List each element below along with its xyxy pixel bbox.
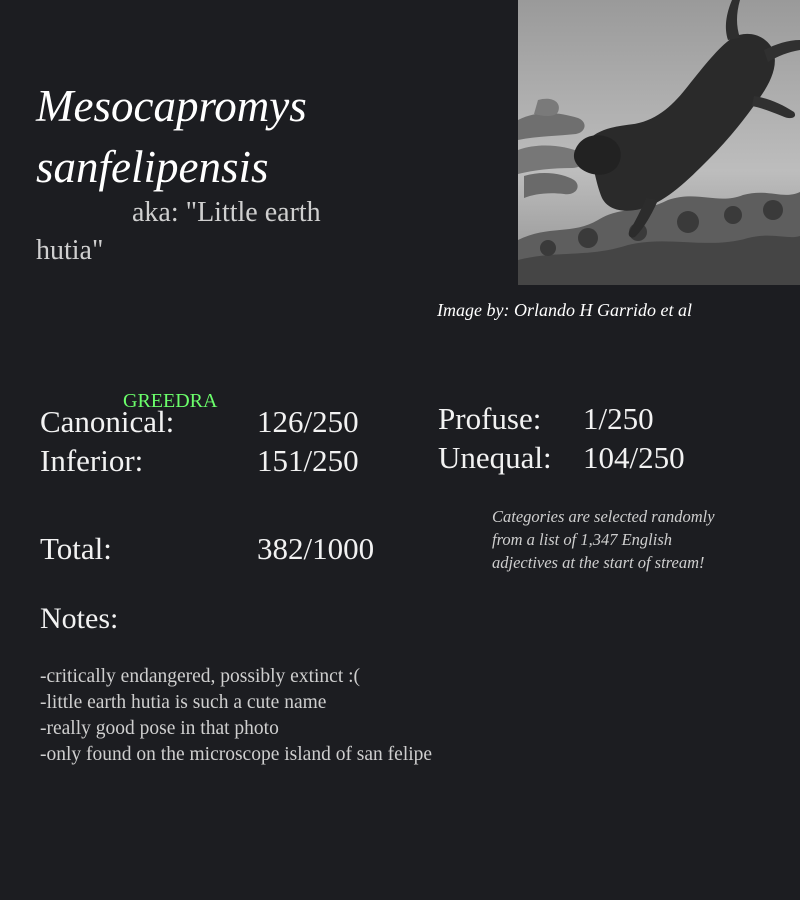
photo-credit: Image by: Orlando H Garrido et al: [437, 300, 692, 320]
note-item: -little earth hutia is such a cute name: [40, 692, 327, 713]
notes-list: [40, 664, 432, 768]
note-item: -really good pose in that photo: [40, 718, 279, 739]
total-label: Total:: [40, 531, 112, 566]
note-item: -only found on the microscope island of san felipe: [40, 744, 433, 765]
hutia-photo: [518, 0, 800, 285]
inferior-label: Inferior:: [40, 443, 144, 478]
extra-tag: GREEDRA: [123, 390, 218, 412]
profuse-label: Profuse:: [438, 401, 542, 436]
unequal-value: 104/250: [583, 440, 685, 475]
profuse-value: 1/250: [583, 401, 654, 436]
notes-heading: Notes:: [40, 602, 119, 635]
canonical-value: 126/250: [257, 404, 359, 439]
note-item: -critically endangered, possibly extinct :(: [40, 666, 361, 687]
categories-note: Categories are selected randomly from a list of 1,347 English adjectives at the start of stream!: [492, 507, 715, 572]
canonical-label: Canonical:: [40, 404, 175, 439]
inferior-value: 151/250: [257, 443, 359, 478]
unequal-label: Unequal:: [438, 440, 552, 475]
total-value: 382/1000: [257, 531, 375, 566]
species-scientific-name: Mesocapromys sanfelipensis: [36, 81, 307, 192]
species-common-name: aka: "Little earth hutia": [36, 197, 321, 266]
